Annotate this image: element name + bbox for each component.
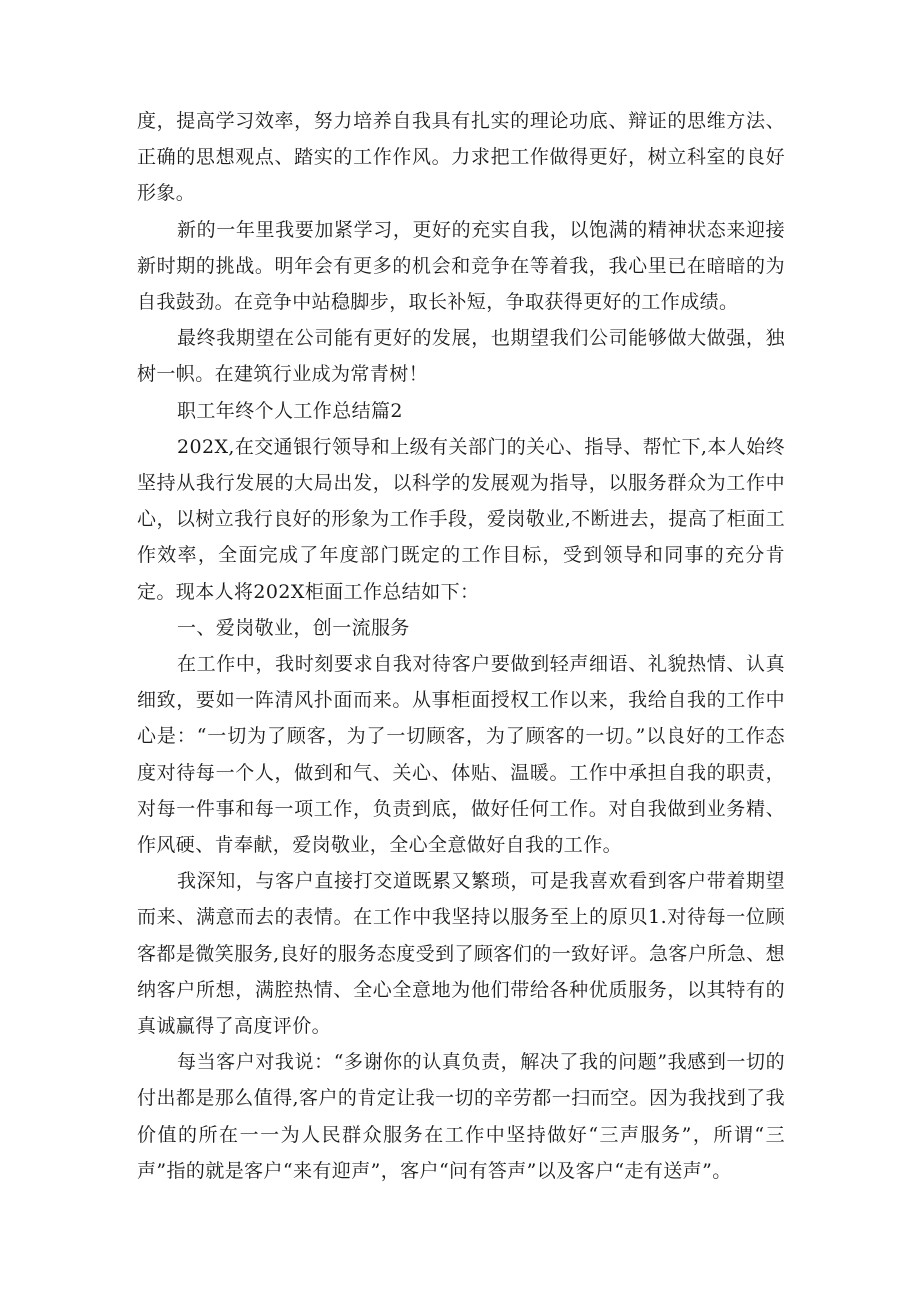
paragraph-continuation: 度，提高学习效率，努力培养自我具有扎实的理论功底、辩证的思维方法、正确的思想观点、踏实的工作作风。力求把工作做得更好，树立科室的良好形象。: [137, 110, 785, 205]
document-body: [137, 103, 785, 1189]
paragraph-new-year-plan: 新的一年里我要加紧学习，更好的充实自我，以饱满的精神状态来迎接新时期的挑战。明年会有更多的机会和竞争在等着我，我心里已在暗暗的为自我鼓劲。在竞争中站稳脚步，取长补短，争取获得更好的工作成绩。: [137, 218, 785, 314]
paragraph-customer-service: 我深知，与客户直接打交道既累又繁琐，可是我喜欢看到客户带着期望而来、满意而去的表情。在工作中我坚持以服务至上的原贝1.对待每一位顾客都是微笑服务,良好的服务态度受到了顾客们的一致好评。急客户所急、想纳客户所想，满腔热情、全心全意地为他们带给各种优质服务，以其特有的真诚赢得了高度评价。: [137, 870, 785, 1038]
paragraph-company-hope: 最终我期望在公司能有更好的发展，也期望我们公司能够做大做强，独树一帜。在建筑行业成为常青树！: [137, 327, 785, 386]
subsection-heading-service: 一、爱岗敬业，创一流服务: [177, 616, 410, 639]
paragraph-three-voices: 每当客户对我说：“多谢你的认真负责，解决了我的问题”我感到一切的付出都是那么值得,客户的肯定让我一切的辛劳都一扫而空。因为我找到了我价值的所在一一为人民群众服务在工作中坚持做好“三声服务”，所谓“三声”指的就是客户“来有迎声”，客户“问有答声”以及客户“走有送声”。: [137, 1051, 785, 1182]
paragraph-bank-intro: 202X,在交通银行领导和上级有关部门的关心、指导、帮忙下,本人始终坚持从我行发展的大局出发，以科学的发展观为指导，以服务群众为工作中心，以树立我行良好的形象为工作手段，爱岗敬业,不断进去，提高了柜面工作效率，全面完成了年度部门既定的工作目标，受到领导和同事的充分肯定。现本人将202X柜面工作总结如下：: [137, 435, 785, 603]
section-title-part2: 职工年终个人工作总结篇2: [177, 399, 403, 422]
paragraph-work-attitude: 在工作中，我时刻要求自我对待客户要做到轻声细语、礼貌热情、认真细致，要如一阵清风扑面而来。从事柜面授权工作以来，我给自我的工作中心是：“一切为了顾客，为了一切顾客，为了顾客的一切。”以良好的工作态度对待每一个人，做到和气、关心、体贴、温暖。工作中承担自我的职责，对每一件事和每一项工作，负责到底，做好任何工作。对自我做到业务精、作风硬、肯奉献，爱岗敬业，全心全意做好自我的工作。: [137, 653, 785, 857]
